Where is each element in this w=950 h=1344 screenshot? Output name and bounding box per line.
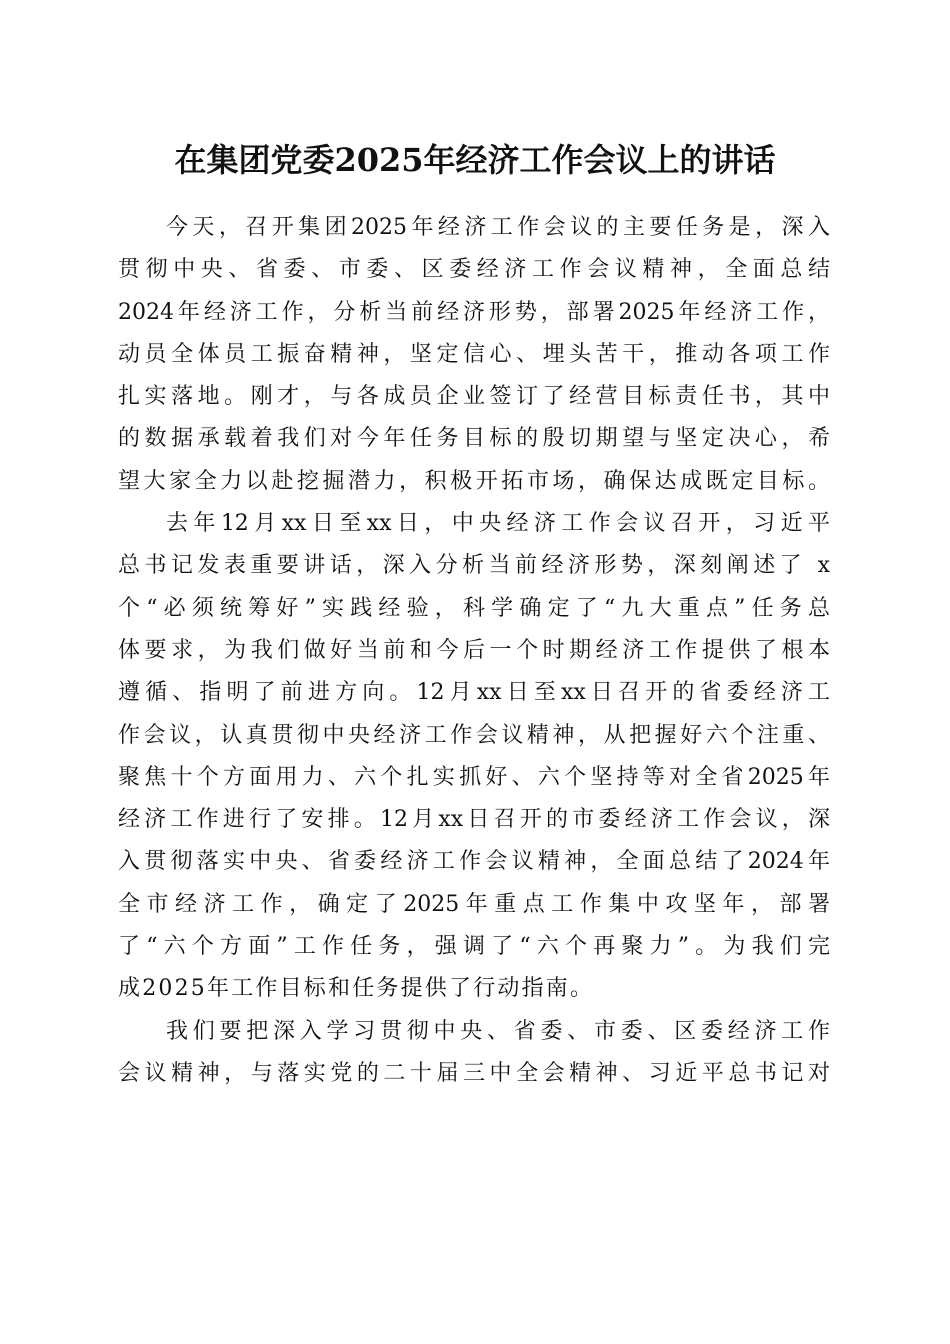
body-line: 遵循、指明了前进方向。12月xx日至xx日召开的省委经济工	[118, 680, 830, 706]
body-line: 贯彻中央、省委、市委、区委经济工作会议精神，全面总结	[118, 257, 830, 283]
body-line: 全市经济工作，确定了2025年重点工作集中攻坚年，部署	[118, 891, 830, 917]
body-line: 我们要把深入学习贯彻中央、省委、市委、区委经济工作	[166, 1018, 830, 1044]
body-line: 经济工作进行了安排。12月xx日召开的市委经济工作会议，深	[118, 807, 830, 833]
body-line: 的数据承载着我们对今年任务目标的殷切期望与坚定决心，希	[118, 426, 830, 452]
body-line: 今天，召开集团2025年经济工作会议的主要任务是，深入	[166, 215, 830, 240]
body-line: 体要求，为我们做好当前和今后一个时期经济工作提供了根本	[118, 637, 830, 663]
body-line: 聚焦十个方面用力、六个扎实抓好、六个坚持等对全省2025年	[118, 764, 830, 790]
document-body	[118, 207, 830, 1095]
body-line: 动员全体员工振奋精神，坚定信心、埋头苦干，推动各项工作	[118, 341, 830, 367]
body-line: 作会议，认真贯彻中央经济工作会议精神，从把握好六个注重、	[118, 722, 830, 748]
body-line: 2024年经济工作，分析当前经济形势，部署2025年经济工作，	[118, 299, 830, 325]
body-line: 了“六个方面”工作任务，强调了“六个再聚力”。为我们完	[118, 934, 830, 960]
body-line: 会议精神，与落实党的二十届三中全会精神、习近平总书记对	[118, 1060, 830, 1086]
body-line: 扎实落地。刚才，与各成员企业签订了经营目标责任书，其中	[118, 384, 830, 410]
document-title: 在集团党委2025年经济工作会议上的讲话	[174, 141, 776, 179]
body-line: 总书记发表重要讲话，深入分析当前经济形势，深刻阐述了 x	[118, 553, 830, 579]
body-line: 成2025年工作目标和任务提供了行动指南。	[118, 976, 595, 1002]
body-line: 入贯彻落实中央、省委经济工作会议精神，全面总结了2024年	[118, 849, 830, 875]
body-line: 个“必须统筹好”实践经验，科学确定了“九大重点”任务总	[118, 595, 830, 621]
body-line: 望大家全力以赴挖掘潜力，积极开拓市场，确保达成既定目标。	[118, 468, 830, 494]
body-line: 去年12月xx日至xx日，中央经济工作会议召开，习近平	[166, 511, 830, 537]
